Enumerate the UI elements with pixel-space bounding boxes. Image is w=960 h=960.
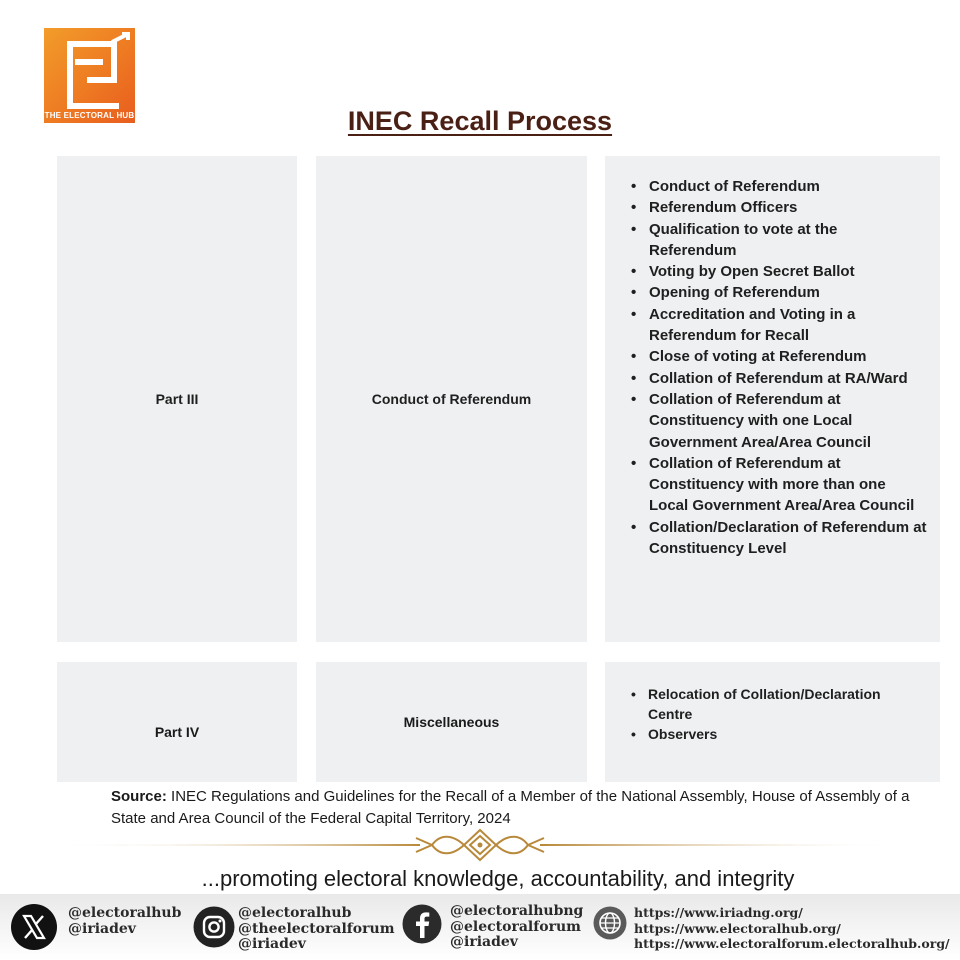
logo-text: THE ELECTORAL HUB (44, 111, 135, 120)
instagram-handles (238, 906, 395, 953)
globe-icon[interactable] (593, 906, 627, 940)
instagram-handle[interactable]: @iriadev (238, 936, 306, 952)
instagram-handle[interactable]: @electoralhub (238, 905, 352, 921)
source-text: INEC Regulations and Guidelines for the Recall of a Member of the National Assembly, House of Assembly of a State and Area Council of the Federal Capital Territory, 2024 (111, 788, 910, 827)
part-label: Part IV (154, 724, 200, 740)
part-label: Part III (155, 391, 199, 407)
list-item: • Referendum Officers (649, 197, 929, 218)
instagram-icon[interactable] (193, 906, 235, 948)
part-iii-cell (57, 156, 297, 642)
facebook-handle[interactable]: @electoralforum (450, 918, 581, 935)
website-link[interactable]: https://www.electoralhub.org/ (634, 920, 841, 936)
tagline: ...promoting electoral knowledge, accountability, and integrity (201, 866, 795, 891)
list-item: • Accreditation and Voting in a Referendum for Recall (649, 304, 929, 347)
facebook-icon[interactable] (402, 904, 442, 944)
website-link[interactable]: https://www.electoralforum.electoralhub.org/ (634, 936, 950, 951)
page-title: INEC Recall Process (347, 106, 613, 136)
list-item: • Close of voting at Referendum (649, 346, 929, 367)
source-note (111, 786, 911, 830)
list-item: • Collation of Referendum at Constituency with one Local Government Area/Area Council (649, 389, 929, 453)
section-cell-conduct (316, 156, 587, 642)
x-handles (68, 906, 181, 937)
list-item: • Relocation of Collation/Declaration Centre (648, 684, 928, 724)
ornamental-divider (60, 826, 900, 862)
facebook-handle[interactable]: @electoralhubng (450, 903, 584, 919)
section-label: Miscellaneous (403, 714, 500, 730)
list-item: • Collation of Referendum at RA/Ward (649, 368, 929, 389)
website-link[interactable]: https://www.iriadng.org/ (634, 905, 803, 920)
instagram-handle[interactable]: @theelectoralforum (238, 920, 395, 937)
section-cell-miscellaneous (316, 662, 587, 782)
x-handle[interactable]: @electoralhub (68, 905, 182, 921)
source-label: Source: (111, 788, 167, 805)
facebook-handle[interactable]: @iriadev (450, 934, 518, 950)
part-iv-cell (57, 662, 297, 782)
list-item: • Conduct of Referendum (649, 176, 929, 197)
x-handle[interactable]: @iriadev (68, 920, 136, 937)
part-iv-item-list (648, 684, 928, 744)
x-icon[interactable] (10, 903, 58, 951)
list-item: • Collation of Referendum at Constituency with more than one Local Government Area/Area Council (649, 453, 929, 517)
facebook-handles (450, 904, 583, 951)
list-item: • Opening of Referendum (649, 282, 929, 303)
section-label: Conduct of Referendum (371, 391, 532, 407)
list-item: • Voting by Open Secret Ballot (649, 261, 929, 282)
list-item: • Observers (648, 724, 928, 744)
web-links (634, 905, 950, 952)
list-item: • Collation/Declaration of Referendum at Constituency Level (649, 517, 929, 560)
list-item: • Qualification to vote at the Referendum (649, 219, 929, 262)
part-iii-item-list (649, 176, 929, 559)
